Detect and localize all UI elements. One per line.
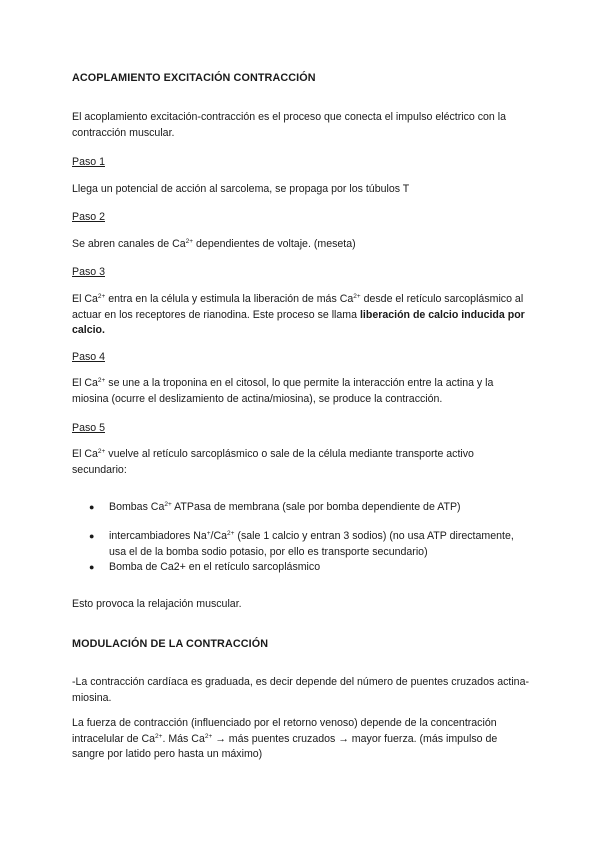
list-item: ● Bomba de Ca2+ en el retículo sarcoplásmico (72, 560, 530, 576)
step-3-bold-term: liberación de calcio inducida por calcio. (72, 308, 525, 336)
step-4-text: El $Ca^{2+}$ se une a la troponina en el citosol, lo que permite la interacción entre la actina y la miosina (ocurre el deslizamiento de actina/miosina), se produce la contracción. (72, 377, 494, 405)
section-title-acoplamiento: ACOPLAMIENTO EXCITACIÓN CONTRACCIÓN (72, 72, 316, 84)
intro-paragraph: El acoplamiento excitación-contracción es el proceso que conecta el impulso eléctrico con la contracción muscular. (72, 111, 506, 139)
section-title-modulacion: MODULACIÓN DE LA CONTRACCIÓN (72, 638, 269, 650)
bullet-icon: ● (89, 562, 95, 572)
transport-list-continued (72, 529, 530, 576)
modulation-paragraph-2: La fuerza de contracción (influenciado por el retorno venoso) depende de la concentración intracelular de $Ca^{2+}$. Más $Ca^{2+}$ → más puentes cruzados → mayor fuerza. (más impulso de sangre por latido pero hasta un máximo) (72, 717, 498, 760)
list-item: ● Bombas $Ca^{2+}$ ATPasa de membrana (sale por bomba dependiente de ATP) (72, 500, 530, 516)
step-5-label: Paso 5 (72, 422, 105, 434)
step-4-label: Paso 4 (72, 351, 105, 363)
step-2-text: Se abren canales de $Ca^{2+}$ dependientes de voltaje. (meseta) (72, 238, 356, 250)
bullet-icon: ● (89, 531, 95, 541)
step-3-label: Paso 3 (72, 266, 105, 278)
step-1-label: Paso 1 (72, 156, 105, 168)
step-1-text: Llega un potencial de acción al sarcolema, se propaga por los túbulos T (72, 183, 410, 195)
modulation-paragraph-1: -La contracción cardíaca es graduada, es decir depende del número de puentes cruzados actina-miosina. (72, 676, 529, 704)
bullet-icon: ● (89, 502, 95, 512)
step-3-text: El $Ca^{2+}$ entra en la célula y estimula la liberación de más $Ca^{2+}$ desde el retículo sarcoplásmico al actuar en los receptores de rianodina. Este proceso se llama liberación de calcio inducida por calcio. (72, 293, 525, 336)
closing-paragraph: Esto provoca la relajación muscular. (72, 598, 242, 610)
list-item: ● intercambiadores $Na^+/Ca^{2+}$ (sale 1 calcio y entran 3 sodios) (no usa ATP directamente, usa el de la bomba sodio potasio, por ello es transporte secundario) (89, 530, 514, 558)
step-5-text: El $Ca^{2+}$ vuelve al retículo sarcoplásmico o sale de la célula mediante transporte activo secundario: (72, 448, 474, 476)
transport-list (72, 500, 530, 516)
step-2-label: Paso 2 (72, 211, 105, 223)
